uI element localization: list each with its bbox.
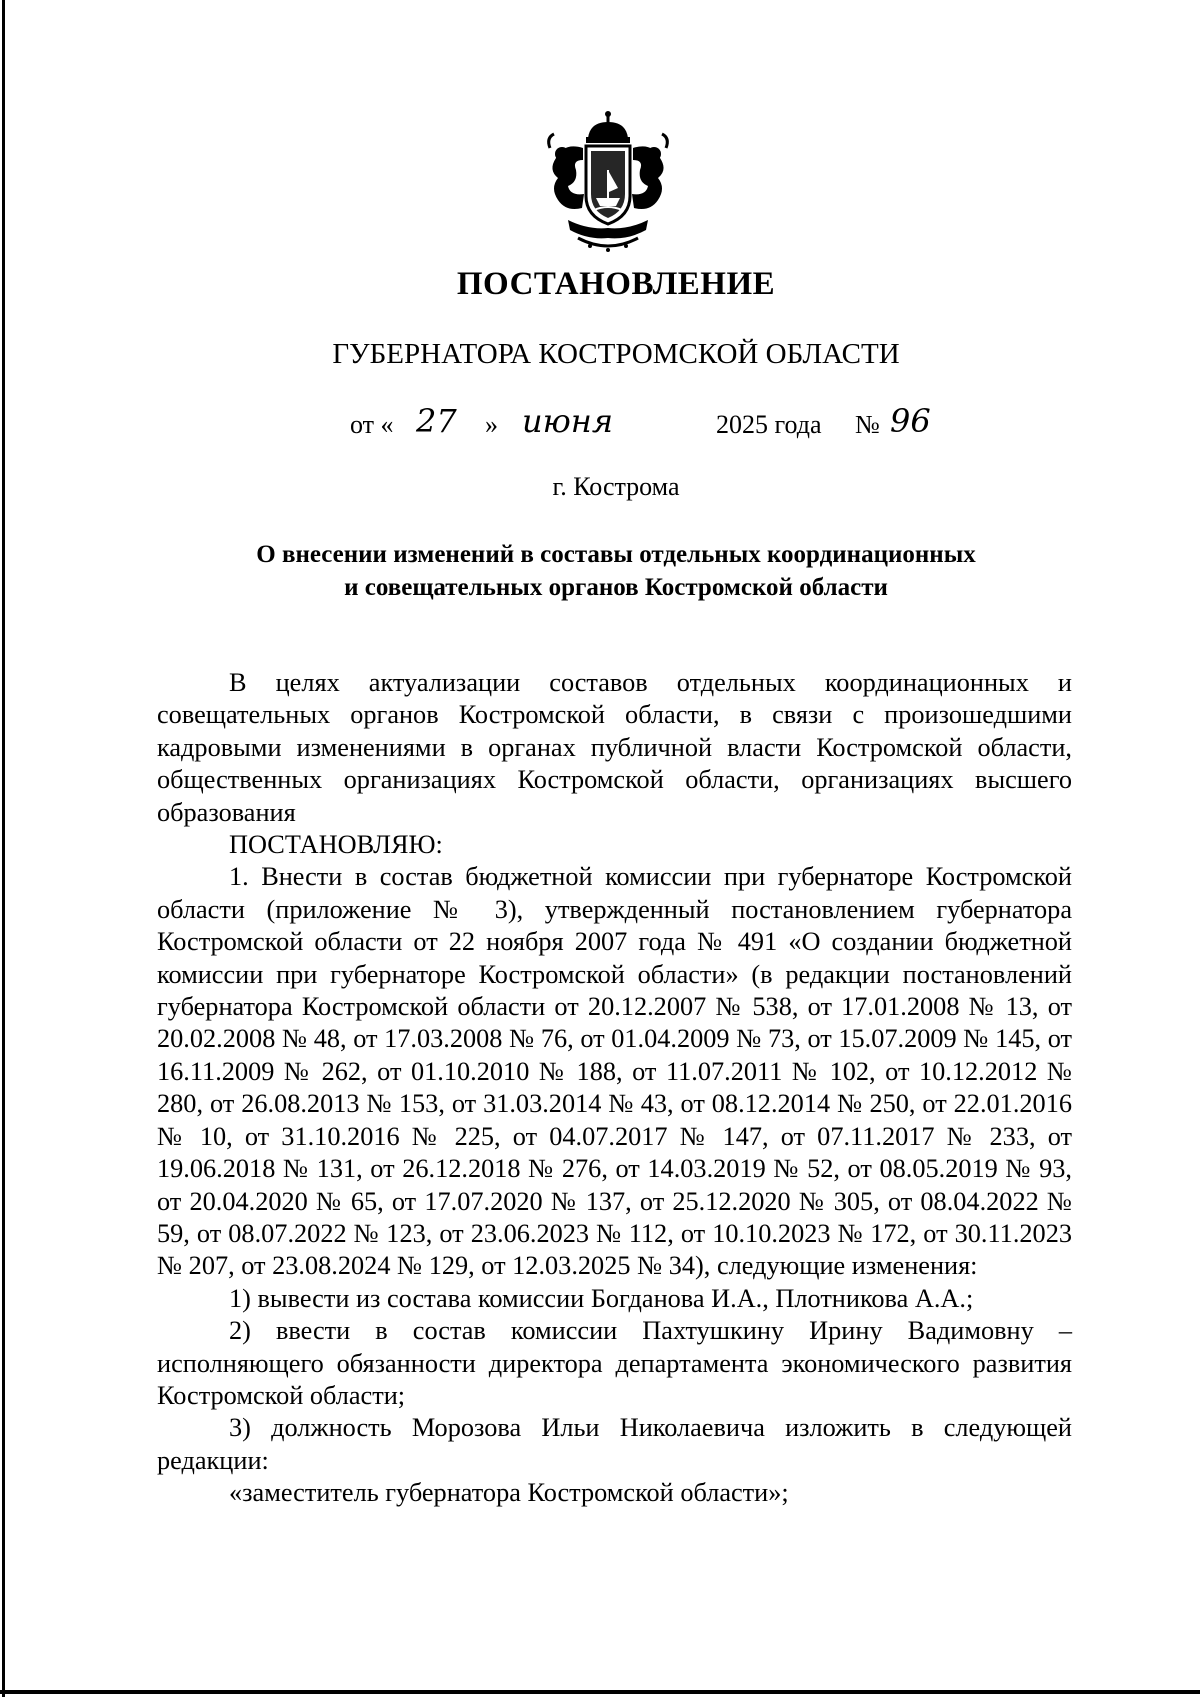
decree-word: ПОСТАНОВЛЯЮ: bbox=[229, 830, 443, 860]
document-title-line-2: и совещательных органов Костромской области bbox=[344, 574, 888, 601]
scan-border-bottom bbox=[0, 1690, 1200, 1694]
document-number-prefix: № bbox=[855, 410, 880, 439]
date-day-handwritten: 27 bbox=[416, 402, 457, 440]
scan-border-left bbox=[2, 0, 5, 1697]
date-month-handwritten: июня bbox=[522, 402, 614, 440]
document-issuer: ГУБЕРНАТОРА КОСТРОМСКОЙ ОБЛАСТИ bbox=[332, 338, 900, 370]
date-prefix: от « bbox=[350, 410, 394, 439]
subclause-1-paragraph: 1) вывести из состава комиссии Богданова И.А., Плотникова А.А.; bbox=[229, 1283, 974, 1313]
quoted-position-paragraph: «заместитель губернатора Костромской области»; bbox=[229, 1478, 789, 1508]
clause-1-paragraph: 1. Внести в состав бюджетной комиссии при губернаторе Костромской области (приложение № 3), утвержденный постановлением губернатора Костромской области от 22 ноября 2007 года № 491 «О создании бюджетной комиссии при губернаторе Костромской области» (в редакции постановлений губернатора Костромской области от 20.12.2007 № 538, от 17.01.2008 № 13, от 20.02.2008 № 48, от 17.03.2008 № 76, от 01.04.2009 № 73, от 15.07.2009 № 145, от 16.11.2009 № 262, от 01.10.2010 № 188, от 11.07.2011 № 102, от 10.12.2012 № 280, от 26.08.2013 № 153, от 31.03.2014 № 43, от 08.12.2014 № 250, от 22.01.2016 № 10, от 31.10.2016 № 225, от 04.07.2017 № 147, от 07.11.2017 № 233, от 19.06.2018 № 131, от 26.12.2018 № 276, от 14.03.2019 № 52, от 08.05.2019 № 93, от 20.04.2020 № 65, от 17.07.2020 № 137, от 25.12.2020 № 305, от 08.04.2022 № 59, от 08.07.2022 № 123, от 23.06.2023 № 112, от 10.10.2023 № 172, от 30.11.2023 № 207, от 23.08.2024 № 129, от 12.03.2025 № 34), следующие изменения: bbox=[157, 862, 1072, 1281]
date-quote-close: » bbox=[485, 410, 498, 439]
document-date-line bbox=[350, 402, 950, 445]
subclause-3-paragraph: 3) должность Морозова Ильи Николаевича изложить в следующей редакции: bbox=[157, 1413, 1072, 1475]
date-year: 2025 года bbox=[716, 410, 822, 439]
preamble-paragraph: В целях актуализации составов отдельных координационных и совещательных органов Костромской области, в связи с произошедшими кадровыми изменениями в органах публичной власти Костромской области, общественных организациях Костромской области, организациях высшего образования bbox=[157, 668, 1072, 827]
document-type-heading: ПОСТАНОВЛЕНИЕ bbox=[456, 266, 776, 302]
document-title bbox=[140, 538, 1092, 604]
document-body bbox=[157, 667, 1072, 1510]
subclause-2-paragraph: 2) ввести в состав комиссии Пахтушкину Ирину Вадимовну – исполняющего обязанности директора департамента экономического развития Костромской области; bbox=[157, 1316, 1072, 1410]
document-title-line-1: О внесении изменений в составы отдельных координационных bbox=[256, 541, 976, 568]
coat-of-arms-icon bbox=[528, 108, 688, 258]
document-number-handwritten: 96 bbox=[890, 402, 931, 440]
document-city: г. Кострома bbox=[552, 472, 680, 501]
